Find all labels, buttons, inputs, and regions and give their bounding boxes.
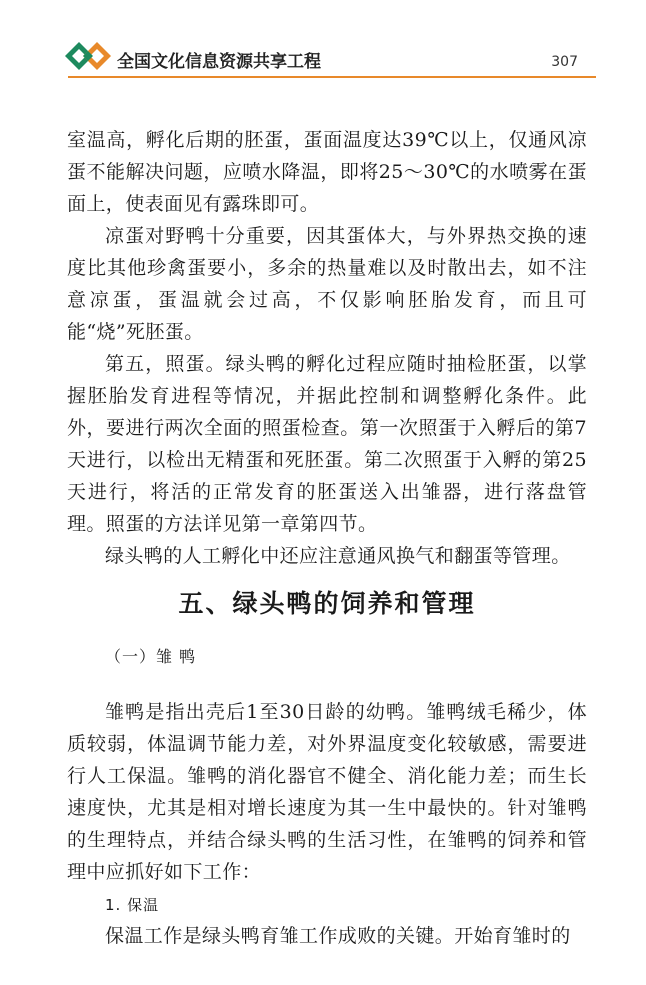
paragraph-continued: 室温高，孵化后期的胚蛋，蛋面温度达39℃以上，仅通风凉蛋不能解决问题，应喷水降温，即将25～30℃的水喷雾在蛋面上，使表面见有露珠即可。 [67,129,587,215]
page-header [0,0,646,80]
page-number: 307 [551,54,578,70]
item-heading-heat: 1. 保温 [105,896,160,914]
page-body [67,124,587,952]
paragraph-ducklings: 雏鸭是指出壳后1至30日龄的幼鸭。雏鸭绒毛稀少，体质较弱，体温调节能力差，对外界温度变化较敏感，需要进行人工保温。雏鸭的消化器官不健全、消化能力差；而生长速度快，尤其是相对增长速度为其一生中最快的。针对雏鸭的生理特点，并结合绿头鸭的生活习性，在雏鸭的饲养和管理中应抓好如下工作： [67,701,587,883]
paragraph-ventilation: 绿头鸭的人工孵化中还应注意通风换气和翻蛋等管理。 [105,545,571,567]
section-title: 五、绿头鸭的饲养和管理 [178,589,476,618]
paragraph-cooling-eggs: 凉蛋对野鸭十分重要，因其蛋体大，与外界热交换的速度比其他珍禽蛋要小，多余的热量难以及时散出去，如不注意凉蛋，蛋温就会过高，不仅影响胚胎发育，而且可能“烧”死胚蛋。 [67,225,587,343]
logo-icon [63,36,115,76]
subsection-heading: （一）雏 鸭 [105,647,197,666]
header-title: 全国文化信息资源共享工程 [117,52,321,72]
paragraph-heat-preservation: 保温工作是绿头鸭育雏工作成败的关键。开始育雏时的 [105,925,571,947]
paragraph-candling: 第五，照蛋。绿头鸭的孵化过程应随时抽检胚蛋，以掌握胚胎发育进程等情况，并据此控制和调整孵化条件。此外，要进行两次全面的照蛋检查。第一次照蛋于入孵后的第7天进行，以检出无精蛋和死胚蛋。第二次照蛋于入孵的第25天进行，将活的正常发育的胚蛋送入出雏器，进行落盘管理。照蛋的方法详见第一章第四节。 [67,353,587,535]
header-divider [68,76,596,78]
